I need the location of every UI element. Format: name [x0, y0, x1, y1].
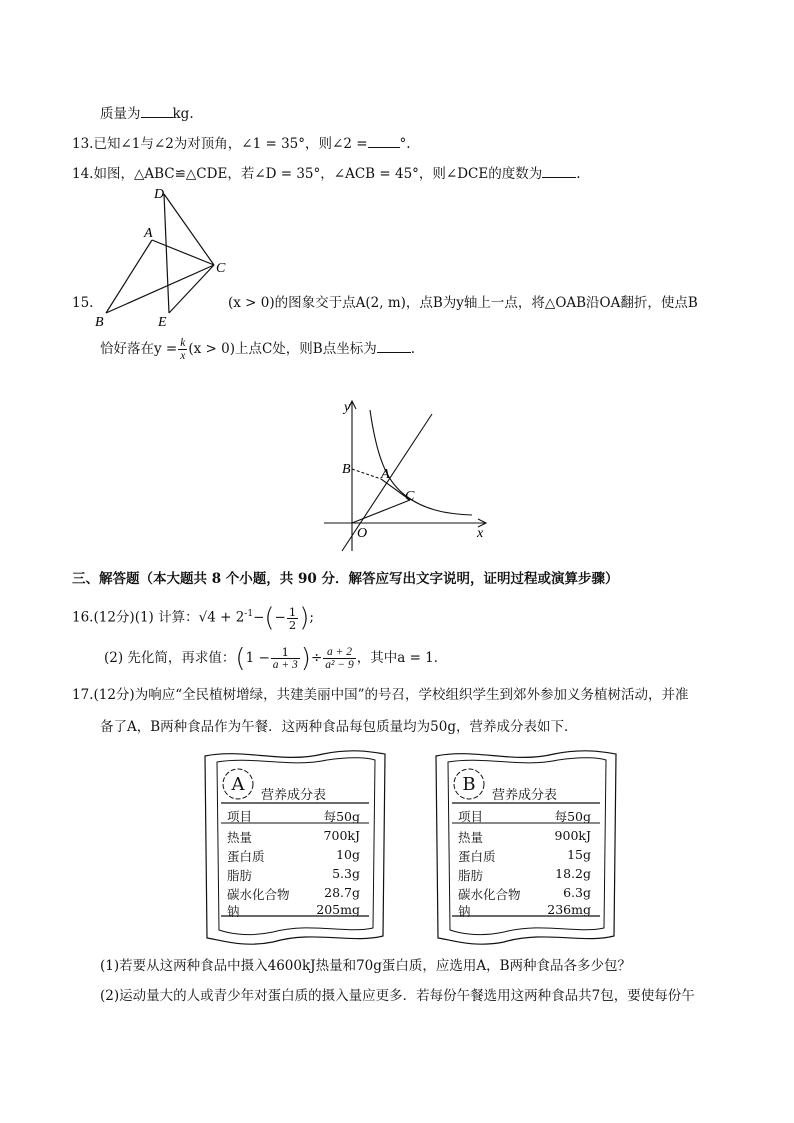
- row-name: 脂肪: [458, 868, 484, 883]
- row-name: 蛋白质: [458, 849, 496, 864]
- q12-tail: 质量为 kg.: [100, 103, 194, 124]
- answer-blank: [368, 133, 400, 148]
- row-value: 28.7g: [324, 885, 360, 900]
- header-right: 每50g: [554, 809, 591, 824]
- answer-blank: [542, 163, 576, 178]
- origin-label: O: [357, 526, 368, 541]
- row-value: 236mg: [547, 902, 591, 917]
- question-13: 13.已知∠1与∠2为对顶角，∠1 = 35°，则∠2 = °.: [72, 133, 411, 154]
- question-15-line2: 恰好落在y = $\frac{k}{x}$ (x > 0)上点C处，则B点坐标为 .: [100, 337, 416, 362]
- badge-a: A: [231, 774, 245, 795]
- fraction: $\frac{1}{2}$: [288, 604, 297, 632]
- row-name: 脂肪: [227, 868, 253, 883]
- section-3-title: 三、解答题（本大题共 8 个小题，共 90 分．解答应写出文字说明，证明过程或演算步骤）: [72, 571, 619, 587]
- row-name: 热量: [458, 830, 484, 845]
- row-value: 10g: [336, 847, 360, 862]
- axis-label: x: [477, 526, 484, 541]
- question-16-part2: (2) 先化简，再求值：(1 − $\frac{1}{a + 3}$ )÷ $\frac{a + 2}{\text{a² − 9}}$ ，其中a = 1．: [104, 643, 448, 674]
- nutrition-card-a: [203, 748, 388, 948]
- row-name: 碳水化合物: [227, 887, 290, 902]
- point-label: E: [158, 315, 167, 330]
- row-value: 18.2g: [555, 866, 591, 881]
- card-title: 营养成分表: [492, 788, 558, 803]
- point-label: B: [95, 315, 104, 330]
- answer-blank: [377, 338, 411, 353]
- question-15-line1: (x > 0)的图象交于点A(2, m)，点B为y轴上一点，将△OAB沿OA翻折，使点B: [228, 295, 698, 311]
- coordinate-figure: [322, 396, 492, 556]
- row-name: 钠: [227, 904, 240, 919]
- point-label: B: [342, 462, 351, 477]
- axis-label: y: [344, 400, 351, 415]
- point-label: D: [154, 187, 165, 202]
- answer-blank: [141, 103, 173, 118]
- nutrition-card-b: [434, 748, 619, 948]
- row-value: 5.3g: [332, 866, 360, 881]
- header-right: 每50g: [323, 809, 360, 824]
- header-left: 项目: [227, 809, 253, 824]
- row-value: 700kJ: [323, 828, 360, 843]
- row-value: 15g: [567, 847, 591, 862]
- triangle-figure: [92, 185, 242, 330]
- point-label: C: [405, 489, 415, 504]
- question-14: 14.如图，△ABC≌△CDE，若∠D = 35°，∠ACB = 45°，则∠DCE的度数为 .: [72, 163, 581, 184]
- fraction: $\frac{a + 2}{\text{a² − 9}}$: [325, 646, 354, 671]
- row-name: 钠: [458, 904, 471, 919]
- header-left: 项目: [458, 809, 484, 824]
- row-name: 热量: [227, 830, 253, 845]
- question-15-number: 15.: [72, 295, 94, 311]
- question-17-sub2: (2)运动量大的人或青少年对蛋白质的摄入量应更多．若每份午餐选用这两种食品共7包，要使每份午: [100, 988, 695, 1004]
- row-value: 205mg: [316, 902, 360, 917]
- row-value: 6.3g: [563, 885, 591, 900]
- fraction: $\frac{k}{x}$: [180, 337, 186, 362]
- badge-b: B: [462, 774, 476, 795]
- question-16-part1: 16.(12分)(1) 计算：$√4 + 2^{-1}-(-$ $\frac{1}{2}$ );: [72, 603, 314, 633]
- point-label: A: [144, 226, 153, 241]
- fraction: $\frac{1}{a + 3}$: [272, 645, 298, 671]
- point-label: C: [216, 261, 226, 276]
- question-17-line1: 17.(12分)为响应“全民植树增绿，共建美丽中国”的号召，学校组织学生到郊外参加义务植树活动，并准: [72, 687, 689, 703]
- row-value: 900kJ: [554, 828, 591, 843]
- card-title: 营养成分表: [261, 788, 327, 803]
- row-name: 碳水化合物: [458, 887, 521, 902]
- question-17-sub1: (1)若要从这两种食品中摄入4600kJ热量和70g蛋白质，应选用A，B两种食品各多少包？: [100, 958, 632, 974]
- question-17-line2: 备了A，B两种食品作为午餐．这两种食品每包质量均为50g，营养成分表如下．: [100, 719, 578, 735]
- point-label: A: [381, 467, 390, 482]
- row-name: 蛋白质: [227, 849, 265, 864]
